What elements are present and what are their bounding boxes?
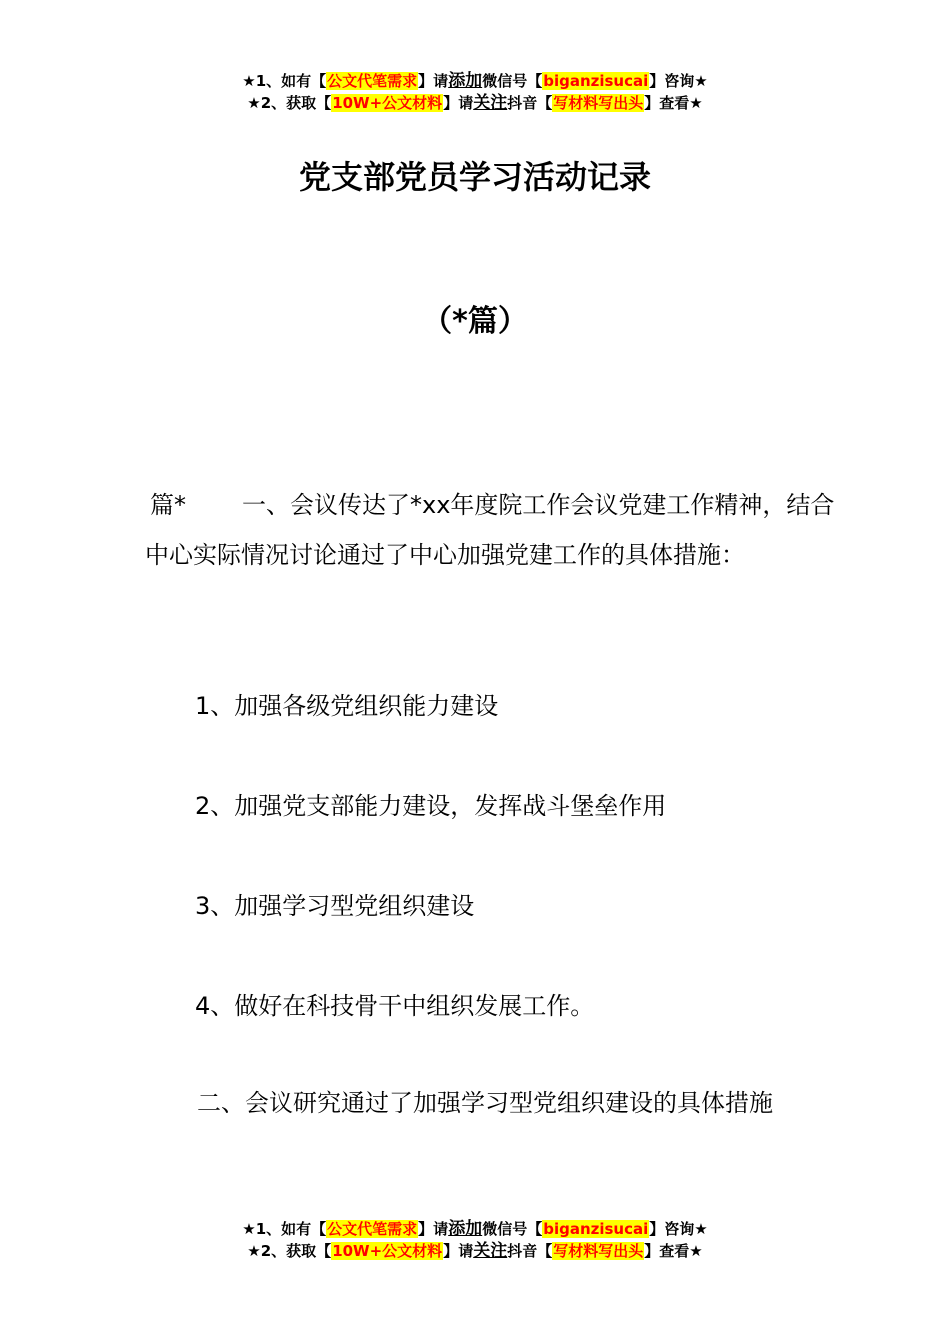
list-item: 1、加强各级党组织能力建设 — [195, 692, 499, 720]
banner-text: 】请 — [443, 94, 474, 112]
banner-text: 微信号【 — [482, 1220, 543, 1238]
banner-text: 抖音【 — [507, 1242, 553, 1260]
paragraph-1 — [145, 480, 835, 580]
banner-highlight: 10W+公文材料 — [332, 94, 443, 112]
banner-line-2 — [0, 1240, 950, 1262]
banner-text: 】查看★ — [644, 94, 703, 112]
document-subtitle: （*篇） — [422, 304, 528, 339]
banner-line-1 — [0, 1218, 950, 1240]
banner-text: 】咨询★ — [649, 1220, 708, 1238]
banner-text: 微信号【 — [482, 72, 543, 90]
list-item: 3、加强学习型党组织建设 — [195, 892, 475, 920]
banner-text: 抖音【 — [507, 94, 553, 112]
banner-text: ★2、获取【 — [247, 1242, 332, 1260]
banner-highlight: 10W+公文材料 — [332, 1242, 443, 1260]
banner-emphasis: 关注 — [473, 93, 508, 113]
list-item: 2、加强党支部能力建设，发挥战斗堡垒作用 — [195, 792, 667, 820]
banner-text: ★1、如有【 — [242, 72, 327, 90]
banner-text: 】咨询★ — [649, 72, 708, 90]
document-title: 党支部党员学习活动记录 — [298, 158, 651, 196]
banner-highlight: biganzisucai — [543, 1220, 649, 1238]
banner-text: 】请 — [443, 1242, 474, 1260]
banner-emphasis: 关注 — [473, 1241, 508, 1261]
banner-highlight: 公文代笔需求 — [327, 1220, 418, 1238]
header-banner — [0, 70, 950, 114]
banner-line-1 — [0, 70, 950, 92]
banner-text: 】请 — [418, 72, 449, 90]
banner-text: ★2、获取【 — [247, 94, 332, 112]
banner-highlight: 写材料写出头 — [553, 1242, 644, 1260]
banner-text: ★1、如有【 — [242, 1220, 327, 1238]
paragraph-2: 二、会议研究通过了加强学习型党组织建设的具体措施 — [197, 1089, 773, 1117]
paragraph-lead: 篇* — [150, 491, 186, 519]
banner-text: 】查看★ — [644, 1242, 703, 1260]
footer-banner — [0, 1218, 950, 1262]
paragraph-text: 一、会议传达了*xx年度院工作会议党建工作精神，结合中心实际情况讨论通过了中心加强党建工作的具体措施： — [145, 491, 835, 569]
banner-text: 】请 — [418, 1220, 449, 1238]
banner-highlight: biganzisucai — [543, 72, 649, 90]
banner-emphasis: 添加 — [448, 71, 483, 91]
list-item: 4、做好在科技骨干中组织发展工作。 — [195, 992, 595, 1020]
banner-highlight: 写材料写出头 — [553, 94, 644, 112]
banner-line-2 — [0, 92, 950, 114]
banner-emphasis: 添加 — [448, 1219, 483, 1239]
banner-highlight: 公文代笔需求 — [327, 72, 418, 90]
